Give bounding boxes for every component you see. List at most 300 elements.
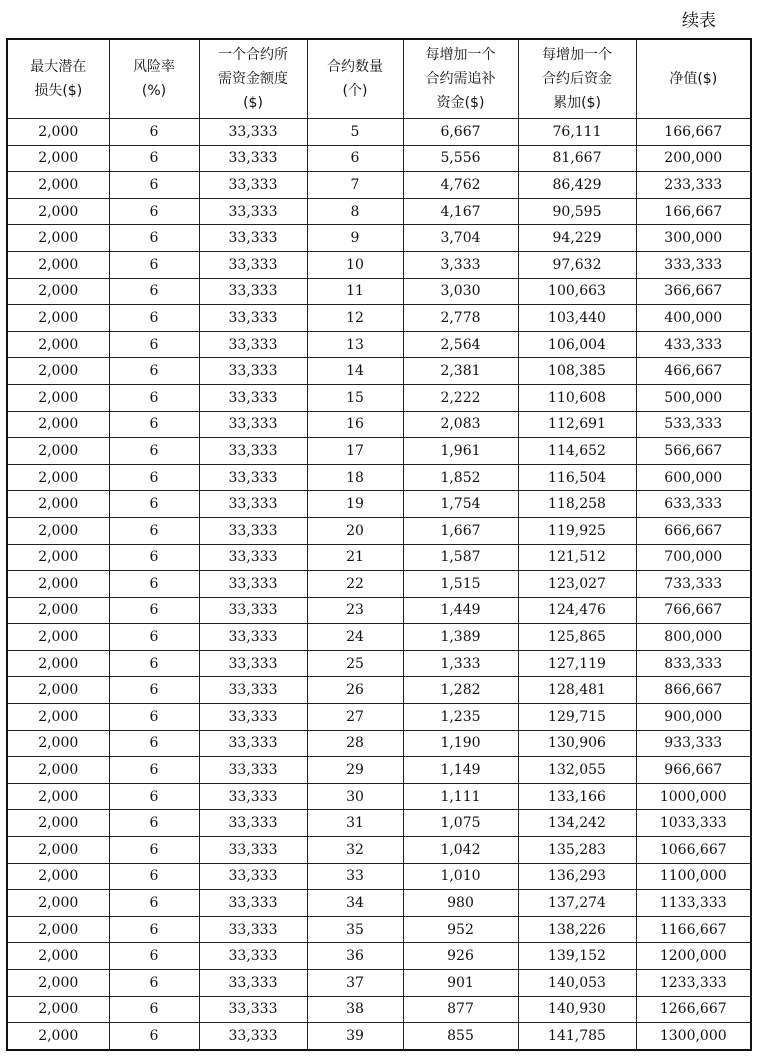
cumulative-capital-cell: 130,906 — [518, 730, 636, 757]
max-loss-cell: 2,000 — [7, 943, 109, 970]
net-value-cell: 1300,000 — [636, 1023, 751, 1050]
capital-per-contract-cell: 33,333 — [199, 119, 307, 146]
table-row — [7, 757, 751, 784]
header-line: 一个合约所 — [218, 47, 288, 63]
max-loss-cell: 2,000 — [7, 996, 109, 1023]
capital-per-contract-cell: 33,333 — [199, 491, 307, 518]
table-row — [7, 358, 751, 385]
risk-rate-cell: 6 — [109, 677, 199, 704]
table-row — [7, 384, 751, 411]
max-loss-cell: 2,000 — [7, 411, 109, 438]
risk-rate-cell: 6 — [109, 145, 199, 172]
max-loss-cell: 2,000 — [7, 650, 109, 677]
capital-per-contract-cell: 33,333 — [199, 677, 307, 704]
additional-capital-cell: 1,149 — [403, 757, 518, 784]
max-loss-cell: 2,000 — [7, 916, 109, 943]
header-line: 累加($) — [553, 95, 601, 111]
capital-per-contract-cell: 33,333 — [199, 464, 307, 491]
table-row — [7, 491, 751, 518]
contract-count-cell: 38 — [307, 996, 403, 1023]
additional-capital-cell: 1,282 — [403, 677, 518, 704]
capital-per-contract-cell: 33,333 — [199, 943, 307, 970]
header-line: 风险率 — [133, 59, 175, 75]
risk-rate-cell: 6 — [109, 730, 199, 757]
additional-capital-cell: 1,515 — [403, 571, 518, 598]
risk-rate-cell: 6 — [109, 970, 199, 997]
net-value-cell: 200,000 — [636, 145, 751, 172]
cumulative-capital-cell: 137,274 — [518, 890, 636, 917]
risk-rate-cell: 6 — [109, 650, 199, 677]
additional-capital-cell: 901 — [403, 970, 518, 997]
capital-per-contract-cell: 33,333 — [199, 970, 307, 997]
net-value-cell: 566,667 — [636, 438, 751, 465]
risk-rate-cell: 6 — [109, 810, 199, 837]
cumulative-capital-cell: 139,152 — [518, 943, 636, 970]
capital-per-contract-cell: 33,333 — [199, 544, 307, 571]
cumulative-capital-cell: 108,385 — [518, 358, 636, 385]
net-value-cell: 766,667 — [636, 597, 751, 624]
cumulative-capital-cell: 112,691 — [518, 411, 636, 438]
capital-per-contract-cell: 33,333 — [199, 145, 307, 172]
net-value-cell: 833,333 — [636, 650, 751, 677]
net-value-cell: 433,333 — [636, 331, 751, 358]
contract-count-cell: 13 — [307, 331, 403, 358]
max-loss-cell: 2,000 — [7, 517, 109, 544]
risk-rate-cell: 6 — [109, 278, 199, 305]
net-value-cell: 1200,000 — [636, 943, 751, 970]
table-row — [7, 411, 751, 438]
cumulative-capital-cell: 86,429 — [518, 172, 636, 199]
risk-rate-cell: 6 — [109, 172, 199, 199]
cumulative-capital-cell: 123,027 — [518, 571, 636, 598]
cumulative-capital-cell: 128,481 — [518, 677, 636, 704]
net-value-cell: 366,667 — [636, 278, 751, 305]
net-value-cell: 400,000 — [636, 305, 751, 332]
contract-count-cell: 32 — [307, 837, 403, 864]
additional-capital-cell: 1,852 — [403, 464, 518, 491]
additional-capital-cell: 1,449 — [403, 597, 518, 624]
additional-capital-cell: 4,762 — [403, 172, 518, 199]
header-line: (个) — [342, 83, 368, 99]
net-value-cell: 1133,333 — [636, 890, 751, 917]
net-value-cell: 1166,667 — [636, 916, 751, 943]
net-value-cell: 800,000 — [636, 624, 751, 651]
cumulative-capital-cell: 134,242 — [518, 810, 636, 837]
cumulative-capital-cell: 133,166 — [518, 783, 636, 810]
contract-count-cell: 8 — [307, 198, 403, 225]
risk-rate-cell: 6 — [109, 411, 199, 438]
table-row — [7, 970, 751, 997]
cumulative-capital-cell: 114,652 — [518, 438, 636, 465]
contract-count-cell: 36 — [307, 943, 403, 970]
contract-count-cell: 29 — [307, 757, 403, 784]
cumulative-capital-cell: 127,119 — [518, 650, 636, 677]
capital-per-contract-cell: 33,333 — [199, 411, 307, 438]
net-value-cell: 966,667 — [636, 757, 751, 784]
table-row — [7, 172, 751, 199]
max-loss-cell: 2,000 — [7, 305, 109, 332]
capital-per-contract-cell: 33,333 — [199, 172, 307, 199]
table-row — [7, 438, 751, 465]
table-row — [7, 571, 751, 598]
contract-count-cell: 35 — [307, 916, 403, 943]
header-max-potential-loss — [7, 39, 109, 119]
cumulative-capital-cell: 129,715 — [518, 704, 636, 731]
table-row — [7, 198, 751, 225]
table-row — [7, 544, 751, 571]
contract-count-cell: 21 — [307, 544, 403, 571]
cumulative-capital-cell: 81,667 — [518, 145, 636, 172]
contract-count-cell: 10 — [307, 251, 403, 278]
capital-per-contract-cell: 33,333 — [199, 251, 307, 278]
additional-capital-cell: 2,564 — [403, 331, 518, 358]
cumulative-capital-cell: 103,440 — [518, 305, 636, 332]
cumulative-capital-cell: 106,004 — [518, 331, 636, 358]
contract-count-cell: 37 — [307, 970, 403, 997]
net-value-cell: 933,333 — [636, 730, 751, 757]
contract-count-cell: 17 — [307, 438, 403, 465]
risk-rate-cell: 6 — [109, 996, 199, 1023]
contract-count-cell: 19 — [307, 491, 403, 518]
cumulative-capital-cell: 118,258 — [518, 491, 636, 518]
additional-capital-cell: 3,333 — [403, 251, 518, 278]
contract-count-cell: 7 — [307, 172, 403, 199]
table-row — [7, 624, 751, 651]
max-loss-cell: 2,000 — [7, 225, 109, 252]
max-loss-cell: 2,000 — [7, 863, 109, 890]
cumulative-capital-cell: 136,293 — [518, 863, 636, 890]
contract-count-cell: 31 — [307, 810, 403, 837]
cumulative-capital-cell: 100,663 — [518, 278, 636, 305]
contract-count-cell: 11 — [307, 278, 403, 305]
header-line: 合约需追补 — [425, 71, 496, 87]
additional-capital-cell: 2,381 — [403, 358, 518, 385]
max-loss-cell: 2,000 — [7, 544, 109, 571]
header-line: 每增加一个 — [542, 47, 612, 63]
header-row — [7, 39, 751, 119]
cumulative-capital-cell: 121,512 — [518, 544, 636, 571]
additional-capital-cell: 1,042 — [403, 837, 518, 864]
table-row — [7, 996, 751, 1023]
net-value-cell: 1266,667 — [636, 996, 751, 1023]
capital-per-contract-cell: 33,333 — [199, 517, 307, 544]
cumulative-capital-cell: 124,476 — [518, 597, 636, 624]
risk-rate-cell: 6 — [109, 624, 199, 651]
risk-rate-cell: 6 — [109, 863, 199, 890]
cumulative-capital-cell: 97,632 — [518, 251, 636, 278]
header-cumulative-capital — [518, 39, 636, 119]
contract-count-cell: 26 — [307, 677, 403, 704]
capital-per-contract-cell: 33,333 — [199, 916, 307, 943]
table-row — [7, 837, 751, 864]
contract-count-cell: 28 — [307, 730, 403, 757]
capital-per-contract-cell: 33,333 — [199, 704, 307, 731]
net-value-cell: 533,333 — [636, 411, 751, 438]
table-body — [7, 119, 751, 1050]
cumulative-capital-cell: 125,865 — [518, 624, 636, 651]
additional-capital-cell: 877 — [403, 996, 518, 1023]
contract-count-cell: 24 — [307, 624, 403, 651]
capital-per-contract-cell: 33,333 — [199, 597, 307, 624]
net-value-cell: 866,667 — [636, 677, 751, 704]
header-line: 损失($) — [34, 83, 83, 99]
contract-capital-table — [6, 38, 752, 1051]
max-loss-cell: 2,000 — [7, 438, 109, 465]
table-row — [7, 650, 751, 677]
additional-capital-cell: 1,235 — [403, 704, 518, 731]
table-row — [7, 225, 751, 252]
table-row — [7, 890, 751, 917]
net-value-cell: 1066,667 — [636, 837, 751, 864]
risk-rate-cell: 6 — [109, 544, 199, 571]
cumulative-capital-cell: 110,608 — [518, 384, 636, 411]
header-line: 合约后资金 — [542, 71, 612, 87]
net-value-cell: 1100,000 — [636, 863, 751, 890]
net-value-cell: 500,000 — [636, 384, 751, 411]
net-value-cell: 666,667 — [636, 517, 751, 544]
additional-capital-cell: 2,222 — [403, 384, 518, 411]
table-row — [7, 597, 751, 624]
net-value-cell: 300,000 — [636, 225, 751, 252]
table-row — [7, 677, 751, 704]
capital-per-contract-cell: 33,333 — [199, 650, 307, 677]
additional-capital-cell: 980 — [403, 890, 518, 917]
risk-rate-cell: 6 — [109, 198, 199, 225]
header-net-value — [636, 39, 751, 119]
cumulative-capital-cell: 76,111 — [518, 119, 636, 146]
risk-rate-cell: 6 — [109, 491, 199, 518]
risk-rate-cell: 6 — [109, 517, 199, 544]
additional-capital-cell: 926 — [403, 943, 518, 970]
net-value-cell: 166,667 — [636, 119, 751, 146]
risk-rate-cell: 6 — [109, 571, 199, 598]
additional-capital-cell: 1,010 — [403, 863, 518, 890]
cumulative-capital-cell: 135,283 — [518, 837, 636, 864]
additional-capital-cell: 1,389 — [403, 624, 518, 651]
net-value-cell: 1233,333 — [636, 970, 751, 997]
contract-count-cell: 22 — [307, 571, 403, 598]
net-value-cell: 333,333 — [636, 251, 751, 278]
table-header — [7, 39, 751, 119]
contract-count-cell: 20 — [307, 517, 403, 544]
risk-rate-cell: 6 — [109, 119, 199, 146]
additional-capital-cell: 6,667 — [403, 119, 518, 146]
table-row — [7, 517, 751, 544]
table-row — [7, 810, 751, 837]
max-loss-cell: 2,000 — [7, 730, 109, 757]
cumulative-capital-cell: 90,595 — [518, 198, 636, 225]
max-loss-cell: 2,000 — [7, 783, 109, 810]
max-loss-cell: 2,000 — [7, 677, 109, 704]
max-loss-cell: 2,000 — [7, 704, 109, 731]
contract-count-cell: 9 — [307, 225, 403, 252]
capital-per-contract-cell: 33,333 — [199, 331, 307, 358]
capital-per-contract-cell: 33,333 — [199, 198, 307, 225]
header-line: 合约数量 — [327, 59, 383, 75]
net-value-cell: 700,000 — [636, 544, 751, 571]
table-row — [7, 704, 751, 731]
capital-per-contract-cell: 33,333 — [199, 225, 307, 252]
risk-rate-cell: 6 — [109, 890, 199, 917]
max-loss-cell: 2,000 — [7, 837, 109, 864]
additional-capital-cell: 1,190 — [403, 730, 518, 757]
additional-capital-cell: 1,667 — [403, 517, 518, 544]
max-loss-cell: 2,000 — [7, 1023, 109, 1050]
table-row — [7, 1023, 751, 1050]
risk-rate-cell: 6 — [109, 757, 199, 784]
header-risk-rate — [109, 39, 199, 119]
cumulative-capital-cell: 138,226 — [518, 916, 636, 943]
contract-count-cell: 33 — [307, 863, 403, 890]
net-value-cell: 900,000 — [636, 704, 751, 731]
net-value-cell: 166,667 — [636, 198, 751, 225]
table-row — [7, 464, 751, 491]
risk-rate-cell: 6 — [109, 783, 199, 810]
header-line: 资金($) — [436, 95, 485, 111]
risk-rate-cell: 6 — [109, 837, 199, 864]
capital-per-contract-cell: 33,333 — [199, 438, 307, 465]
net-value-cell: 600,000 — [636, 464, 751, 491]
header-line: ($) — [243, 95, 263, 111]
net-value-cell: 633,333 — [636, 491, 751, 518]
table-continued-caption: 续表 — [682, 11, 716, 31]
additional-capital-cell: 3,704 — [403, 225, 518, 252]
max-loss-cell: 2,000 — [7, 172, 109, 199]
header-line: 每增加一个 — [425, 47, 496, 63]
cumulative-capital-cell: 140,053 — [518, 970, 636, 997]
max-loss-cell: 2,000 — [7, 331, 109, 358]
header-line: (%) — [141, 83, 167, 99]
table-row — [7, 331, 751, 358]
risk-rate-cell: 6 — [109, 305, 199, 332]
table-row — [7, 251, 751, 278]
max-loss-cell: 2,000 — [7, 970, 109, 997]
contract-count-cell: 12 — [307, 305, 403, 332]
table-row — [7, 863, 751, 890]
header-line: 最大潜在 — [30, 59, 87, 75]
max-loss-cell: 2,000 — [7, 278, 109, 305]
capital-per-contract-cell: 33,333 — [199, 783, 307, 810]
additional-capital-cell: 1,587 — [403, 544, 518, 571]
capital-per-contract-cell: 33,333 — [199, 571, 307, 598]
contract-count-cell: 18 — [307, 464, 403, 491]
risk-rate-cell: 6 — [109, 331, 199, 358]
capital-per-contract-cell: 33,333 — [199, 624, 307, 651]
capital-per-contract-cell: 33,333 — [199, 890, 307, 917]
cumulative-capital-cell: 94,229 — [518, 225, 636, 252]
cumulative-capital-cell: 141,785 — [518, 1023, 636, 1050]
additional-capital-cell: 1,961 — [403, 438, 518, 465]
cumulative-capital-cell: 140,930 — [518, 996, 636, 1023]
header-line: 需资金额度 — [218, 71, 288, 87]
max-loss-cell: 2,000 — [7, 890, 109, 917]
table-row — [7, 783, 751, 810]
contract-count-cell: 34 — [307, 890, 403, 917]
contract-count-cell: 15 — [307, 384, 403, 411]
risk-rate-cell: 6 — [109, 464, 199, 491]
header-additional-capital — [403, 39, 518, 119]
capital-per-contract-cell: 33,333 — [199, 1023, 307, 1050]
cumulative-capital-cell: 119,925 — [518, 517, 636, 544]
additional-capital-cell: 5,556 — [403, 145, 518, 172]
capital-per-contract-cell: 33,333 — [199, 996, 307, 1023]
max-loss-cell: 2,000 — [7, 464, 109, 491]
additional-capital-cell: 1,075 — [403, 810, 518, 837]
net-value-cell: 233,333 — [636, 172, 751, 199]
header-line: 净值($) — [669, 71, 718, 87]
max-loss-cell: 2,000 — [7, 384, 109, 411]
risk-rate-cell: 6 — [109, 1023, 199, 1050]
additional-capital-cell: 1,333 — [403, 650, 518, 677]
capital-per-contract-cell: 33,333 — [199, 730, 307, 757]
max-loss-cell: 2,000 — [7, 757, 109, 784]
contract-count-cell: 16 — [307, 411, 403, 438]
table-row — [7, 119, 751, 146]
table-row — [7, 916, 751, 943]
capital-per-contract-cell: 33,333 — [199, 757, 307, 784]
max-loss-cell: 2,000 — [7, 145, 109, 172]
net-value-cell: 733,333 — [636, 571, 751, 598]
additional-capital-cell: 2,083 — [403, 411, 518, 438]
additional-capital-cell: 1,754 — [403, 491, 518, 518]
risk-rate-cell: 6 — [109, 358, 199, 385]
risk-rate-cell: 6 — [109, 384, 199, 411]
contract-count-cell: 23 — [307, 597, 403, 624]
additional-capital-cell: 3,030 — [403, 278, 518, 305]
table-row — [7, 943, 751, 970]
capital-per-contract-cell: 33,333 — [199, 384, 307, 411]
table-row — [7, 145, 751, 172]
max-loss-cell: 2,000 — [7, 624, 109, 651]
additional-capital-cell: 952 — [403, 916, 518, 943]
cumulative-capital-cell: 116,504 — [518, 464, 636, 491]
capital-per-contract-cell: 33,333 — [199, 810, 307, 837]
capital-per-contract-cell: 33,333 — [199, 863, 307, 890]
header-contract-count — [307, 39, 403, 119]
net-value-cell: 466,667 — [636, 358, 751, 385]
table-row — [7, 730, 751, 757]
capital-per-contract-cell: 33,333 — [199, 305, 307, 332]
table-row — [7, 278, 751, 305]
max-loss-cell: 2,000 — [7, 597, 109, 624]
capital-per-contract-cell: 33,333 — [199, 278, 307, 305]
contract-count-cell: 30 — [307, 783, 403, 810]
max-loss-cell: 2,000 — [7, 571, 109, 598]
contract-count-cell: 5 — [307, 119, 403, 146]
max-loss-cell: 2,000 — [7, 198, 109, 225]
contract-count-cell: 27 — [307, 704, 403, 731]
header-capital-per-contract — [199, 39, 307, 119]
risk-rate-cell: 6 — [109, 916, 199, 943]
risk-rate-cell: 6 — [109, 438, 199, 465]
max-loss-cell: 2,000 — [7, 491, 109, 518]
additional-capital-cell: 4,167 — [403, 198, 518, 225]
net-value-cell: 1033,333 — [636, 810, 751, 837]
risk-rate-cell: 6 — [109, 225, 199, 252]
table-row — [7, 305, 751, 332]
capital-per-contract-cell: 33,333 — [199, 358, 307, 385]
additional-capital-cell: 1,111 — [403, 783, 518, 810]
additional-capital-cell: 2,778 — [403, 305, 518, 332]
risk-rate-cell: 6 — [109, 251, 199, 278]
additional-capital-cell: 855 — [403, 1023, 518, 1050]
max-loss-cell: 2,000 — [7, 251, 109, 278]
contract-count-cell: 39 — [307, 1023, 403, 1050]
max-loss-cell: 2,000 — [7, 358, 109, 385]
net-value-cell: 1000,000 — [636, 783, 751, 810]
contract-count-cell: 14 — [307, 358, 403, 385]
capital-per-contract-cell: 33,333 — [199, 837, 307, 864]
